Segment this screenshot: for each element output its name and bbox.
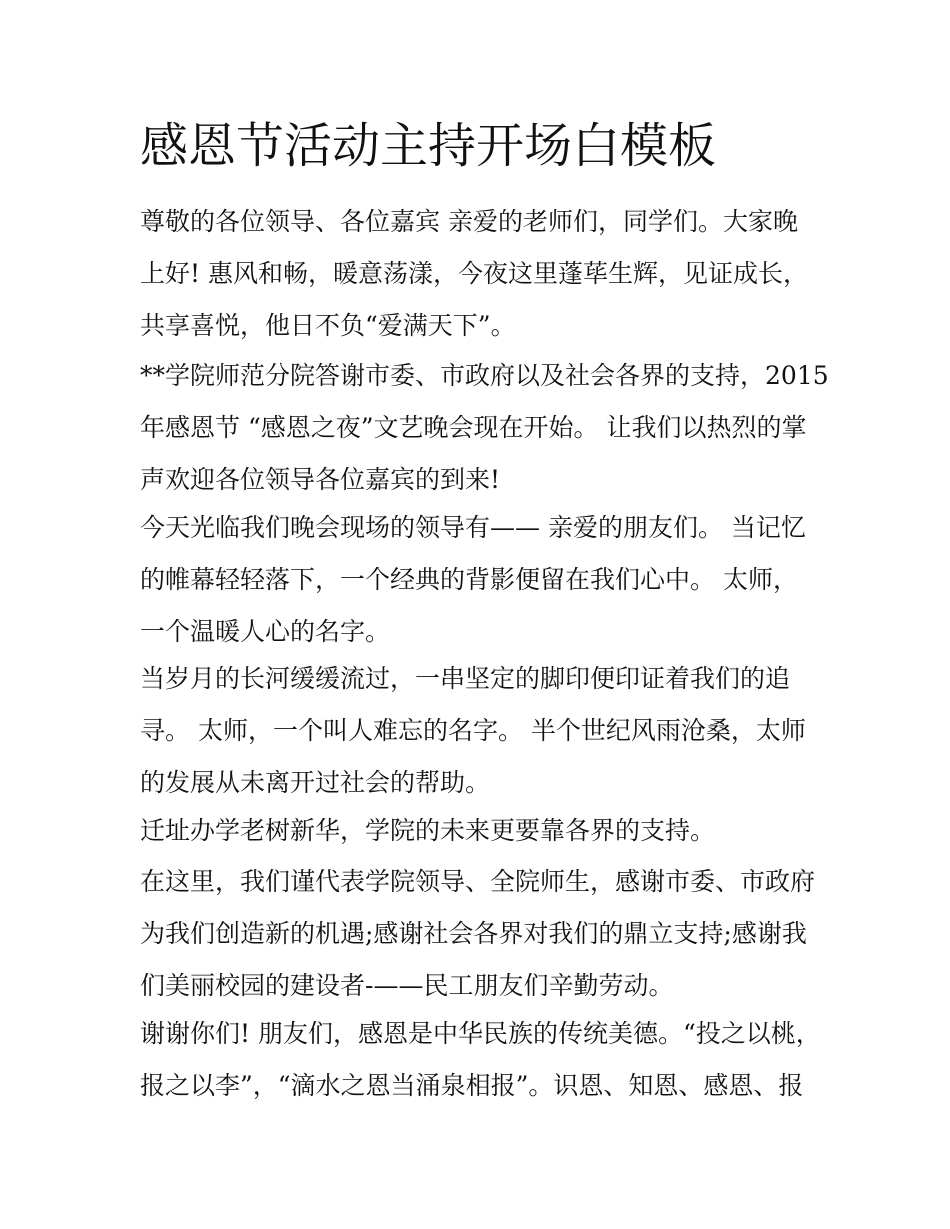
- paragraph: [140, 805, 820, 857]
- text-line: 们美丽校园的建设者-——民工朋友们辛勤劳动。: [140, 971, 674, 1000]
- text-line: 迁址办学老树新华，学院的未来更要靠各界的支持。: [140, 816, 716, 845]
- text-line: 在这里，我们谨代表学院领导、全院师生，感谢市委、市政府: [140, 867, 816, 896]
- paragraph: [140, 502, 820, 658]
- text-line: 年感恩节 “感恩之夜”文艺晚会现在开始。 让我们以热烈的掌: [140, 413, 807, 442]
- paragraph: [140, 653, 820, 809]
- text-line: 上好! 惠风和畅，暖意荡漾，今夜这里蓬荜生辉，见证成长，: [140, 259, 808, 288]
- text-line: 共享喜悦，他日不负“爱满天下”。: [140, 311, 516, 340]
- text-line: 谢谢你们! 朋友们，感恩是中华民族的传统美德。“投之以桃，: [140, 1019, 821, 1048]
- text-line: 的帷幕轻轻落下，一个经典的背影便留在我们心中。 太师，: [140, 565, 798, 594]
- text-line: 为我们创造新的机遇;感谢社会各界对我们的鼎立支持;感谢我: [140, 919, 807, 948]
- paragraph: [140, 1008, 820, 1112]
- document-title: 感恩节活动主持开场白模板: [140, 118, 717, 174]
- text-line: 今天光临我们晚会现场的领导有—— 亲爱的朋友们。 当记忆: [140, 513, 806, 542]
- text-line: 报之以李”，“滴水之恩当涌泉相报”。识恩、知恩、感恩、报: [140, 1071, 804, 1100]
- text-line: 当岁月的长河缓缓流过，一串坚定的脚印便印证着我们的追: [140, 664, 791, 693]
- text-line: 声欢迎各位领导各位嘉宾的到来!: [140, 465, 501, 494]
- text-line: 一个温暖人心的名字。: [140, 617, 391, 646]
- text-line: 寻。 太师，一个叫人难忘的名字。 半个世纪风雨沧桑，太师: [140, 716, 806, 745]
- paragraph: [140, 350, 829, 506]
- text-line: 尊敬的各位领导、各位嘉宾 亲爱的老师们，同学们。大家晚: [140, 207, 798, 236]
- text-line: 的发展从未离开过社会的帮助。: [140, 768, 491, 797]
- paragraph: [140, 196, 820, 352]
- paragraph: [140, 856, 820, 1012]
- text-line: **学院师范分院答谢市委、市政府以及社会各界的支持，2015: [140, 361, 829, 390]
